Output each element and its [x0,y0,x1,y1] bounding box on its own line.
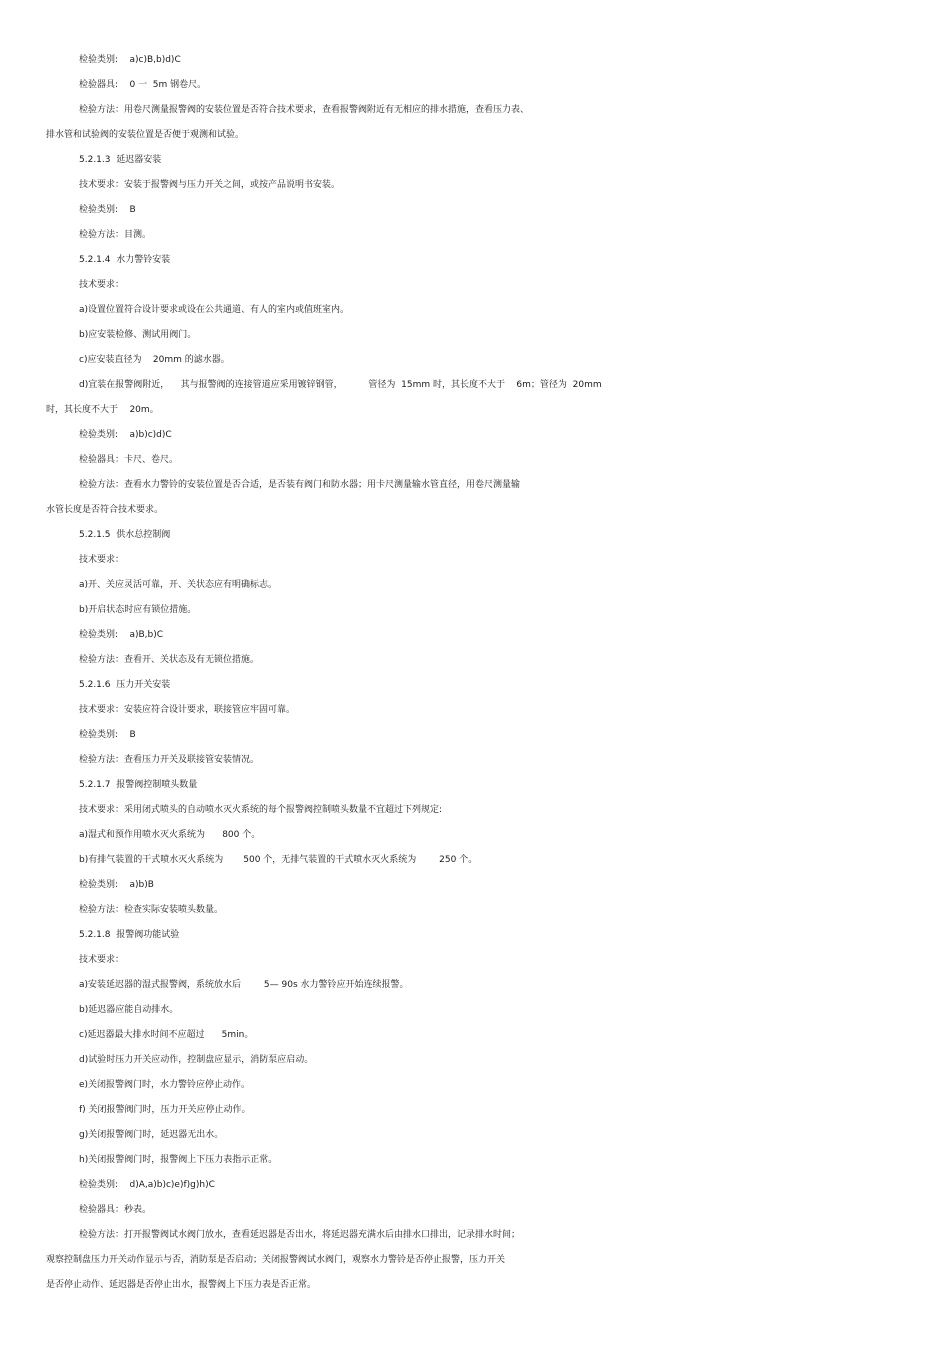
text-line: 检验方法：打开报警阀试水阀门放水，查看延迟器是否出水，将延迟器充满水后由排水口排出，记录排水时间； [79,1230,521,1240]
text-line: 检验类别: a)b)c)d)C [79,430,172,440]
text-line: 5.2.1.6 压力开关安装 [79,680,171,690]
text-line: a)湿式和预作用喷水灭火系统为 800 个。 [79,830,261,840]
text-line: 技术要求： [79,955,125,965]
text-line: 检验类别: B [79,730,136,740]
text-line: b)应安装检修、测试用阀门。 [79,330,197,340]
text-line: a)安装延迟器的湿式报警阀，系统放水后 5— 90s 水力警铃应开始连续报警。 [79,980,409,990]
text-line-continuation: 观察控制盘压力开关动作显示与否，消防泵是否启动；关闭报警阀试水阀门，观察水力警铃是否停止报警，压力开关 [46,1255,506,1265]
text-line: d)试验时压力开关应动作，控制盘应显示，消防泵应启动。 [79,1055,314,1065]
text-line: 检验方法：查看水力警铃的安装位置是否合适，是否装有阀门和防水器；用卡尺测量输水管直径，用卷尺测量输 [79,480,521,490]
text-line: 技术要求： [79,280,125,290]
text-line: b)开启状态时应有锁位措施。 [79,605,197,615]
text-line: 检验类别: a)c)B,b)d)C [79,55,181,65]
text-line: h)关闭报警阀门时，报警阀上下压力表指示正常。 [79,1155,278,1165]
text-line-continuation: 水管长度是否符合技术要求。 [46,505,164,515]
text-line: 检验方法：用卷尺测量报警阀的安装位置是否符合技术要求，查看报警阀附近有无相应的排水措施，查看压力表、 [79,105,530,115]
text-line: g)关闭报警阀门时，延迟器无出水。 [79,1130,224,1140]
text-line: 检验类别: a)B,b)C [79,630,164,640]
text-line: a)设置位置符合设计要求或设在公共通道、有人的室内或值班室内。 [79,305,350,315]
text-line: 技术要求： [79,555,125,565]
text-line: 技术要求：安装于报警阀与压力开关之间，或按产品说明书安装。 [79,180,341,190]
document-body [0,48,950,1298]
text-line: 检验方法：查看开、关状态及有无锁位措施。 [79,655,260,665]
text-line: e)关闭报警阀门时，水力警铃应停止动作。 [79,1080,251,1090]
text-line: 5.2.1.7 报警阀控制喷头数量 [79,780,198,790]
text-line-continuation: 排水管和试验阀的安装位置是否便于观测和试验。 [46,130,245,140]
text-line: 检验方法：查看压力开关及联接管安装情况。 [79,755,260,765]
text-line: 5.2.1.5 供水总控制阀 [79,530,171,540]
text-line: 检验方法：检查实际安装喷头数量。 [79,905,224,915]
text-line: 检验方法：目测。 [79,230,152,240]
text-line: b)延迟器应能自动排水。 [79,1005,179,1015]
text-line-continuation: 时，其长度不大于 20m。 [46,405,159,415]
text-line: b)有排气装置的干式喷水灭火系统为 500 个，无排气装置的干式喷水灭火系统为 250 个。 [79,855,478,865]
text-line: c)延迟器最大排水时间不应超过 5min。 [79,1030,254,1040]
text-line: 检验类别: d)A,a)b)c)e)f)g)h)C [79,1180,215,1190]
text-line: 检验器具：秒表。 [79,1205,152,1215]
text-line: a)开、关应灵活可靠，开、关状态应有明确标志。 [79,580,278,590]
text-line: f) 关闭报警阀门时，压力开关应停止动作。 [79,1105,251,1115]
text-line: 检验器具：卡尺、卷尺。 [79,455,179,465]
text-line: 5.2.1.8 报警阀功能试验 [79,930,180,940]
text-line: d)宜装在报警阀附近， 其与报警阀的连接管道应采用镀锌钢管， 管径为 15mm 时，其长度不大于 6m；管径为 20mm [79,380,602,390]
text-line: 技术要求：安装应符合设计要求，联接管应牢固可靠。 [79,705,296,715]
text-line-continuation: 是否停止动作、延迟器是否停止出水，报警阀上下压力表是否正常。 [46,1280,317,1290]
text-line: c)应安装直径为 20mm 的滤水器。 [79,355,230,365]
text-line: 检验类别: B [79,205,136,215]
text-line: 技术要求：采用闭式喷头的自动喷水灭火系统的每个报警阀控制喷头数量不宜超过下列规定: [79,805,443,815]
text-line: 5.2.1.3 延迟器安装 [79,155,162,165]
text-line: 检验类别: a)b)B [79,880,154,890]
text-line: 检验器具: 0 一 5m 钢卷尺。 [79,80,207,90]
text-line: 5.2.1.4 水力警铃安装 [79,255,171,265]
